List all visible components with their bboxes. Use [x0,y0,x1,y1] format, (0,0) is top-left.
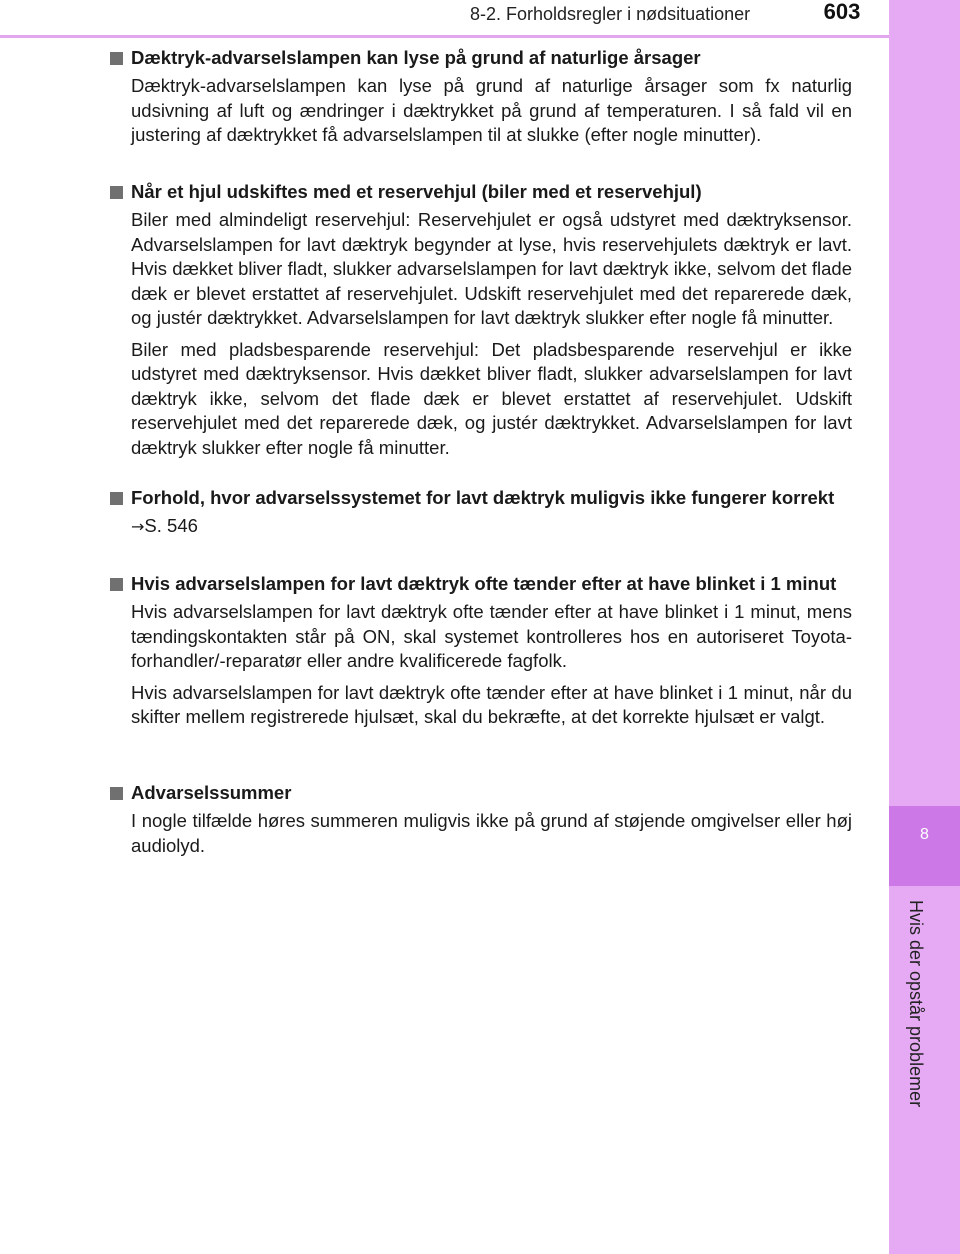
section-heading [110,46,852,70]
arrow-right-icon: → [131,517,145,536]
heading-text: Hvis advarselslampen for lavt dæktryk ofte tænder efter at have blinket i 1 minut [131,573,837,594]
heading-text: Når et hjul udskiftes med et reservehjul (biler med et reservehjul) [131,181,702,202]
chapter-number: 8 [920,826,929,843]
reference-text[interactable]: S. 546 [144,515,198,536]
header-divider [0,35,889,38]
paragraph: Biler med almindeligt reservehjul: Reservehjulet er også udstyret med dæktryksensor. Advarselslampen for lavt dæktryk begynder at lyse, hvis reservehjulets dæktryk er lavt. Hvis dækket bliver fladt, slukker advarselslampen for lavt dæktryk ikke, selvom det flade dæk er blevet erstattet af reservehjulet. Udskift reservehjulet med det reparerede dæk, og justér dæktrykket. Advarselslampen for lavt dæktryk slukker efter nogle få minutter. [131,209,852,328]
heading-text: Advarselssummer [131,782,292,803]
square-bullet-icon [110,52,123,65]
paragraph: Hvis advarselslampen for lavt dæktryk ofte tænder efter at have blinket i 1 minut, når du skifter mellem registrerede hjulsæt, skal du bekræfte, at det korrekte hjulsæt er valgt. [131,681,852,727]
page-reference[interactable] [131,514,852,540]
square-bullet-icon [110,492,123,505]
paragraph: Hvis advarselslampen for lavt dæktryk ofte tænder efter at have blinket i 1 minut, mens tændingskontakten står på ON, skal systemet kontrolleres hos en autoriseret Toyota-forhandler/-reparatør eller andre kvalificerede fagfolk. [131,601,852,671]
section-natural-causes [110,46,852,180]
page-number: 603 [806,0,878,28]
page-content [110,46,852,865]
square-bullet-icon [110,787,123,800]
section-warning-buzzer [110,781,852,858]
chapter-tab[interactable] [889,806,960,886]
paragraph: Biler med pladsbesparende reservehjul: Det pladsbesparende reservehjul er ikke udstyret med dæktryksensor. Hvis dækket bliver fladt, slukker advarselslampen for lavt dæktryk ikke, selvom det flade dæk er blevet erstattet af reservehjulet. Udskift reservehjulet med det reparerede dæk, og justér dæktrykket. Advarselslampen for lavt dæktryk slukker efter nogle få minutter. [131,338,852,458]
section-blinking-lamp [110,572,852,781]
paragraph: I nogle tilfælde høres summeren muligvis ikke på grund af støjende omgivelser eller høj audiolyd. [131,810,852,856]
section-heading [110,486,852,510]
heading-text: Forhold, hvor advarselssystemet for lavt dæktryk muligvis ikke fungerer korrekt [131,487,835,508]
chapter-label: Hvis der opstår problemer [906,900,926,1108]
heading-text: Dæktryk-advarselslampen kan lyse på grund af naturlige årsager [131,47,701,68]
section-title: 8-2. Forholdsregler i nødsituationer [470,4,751,24]
square-bullet-icon [110,186,123,199]
section-heading [110,180,852,204]
square-bullet-icon [110,578,123,591]
section-heading [110,572,852,596]
section-malfunction-conditions [110,486,852,572]
section-heading [110,781,852,805]
section-spare-wheel [110,180,852,486]
paragraph: Dæktryk-advarselslampen kan lyse på grund af naturlige årsager som fx naturlig udsivning af luft og ændringer i dæktrykket på grund af temperaturen. I så fald vil en justering af dæktrykket få advarselslampen til at slukke (efter nogle minutter). [131,75,852,145]
